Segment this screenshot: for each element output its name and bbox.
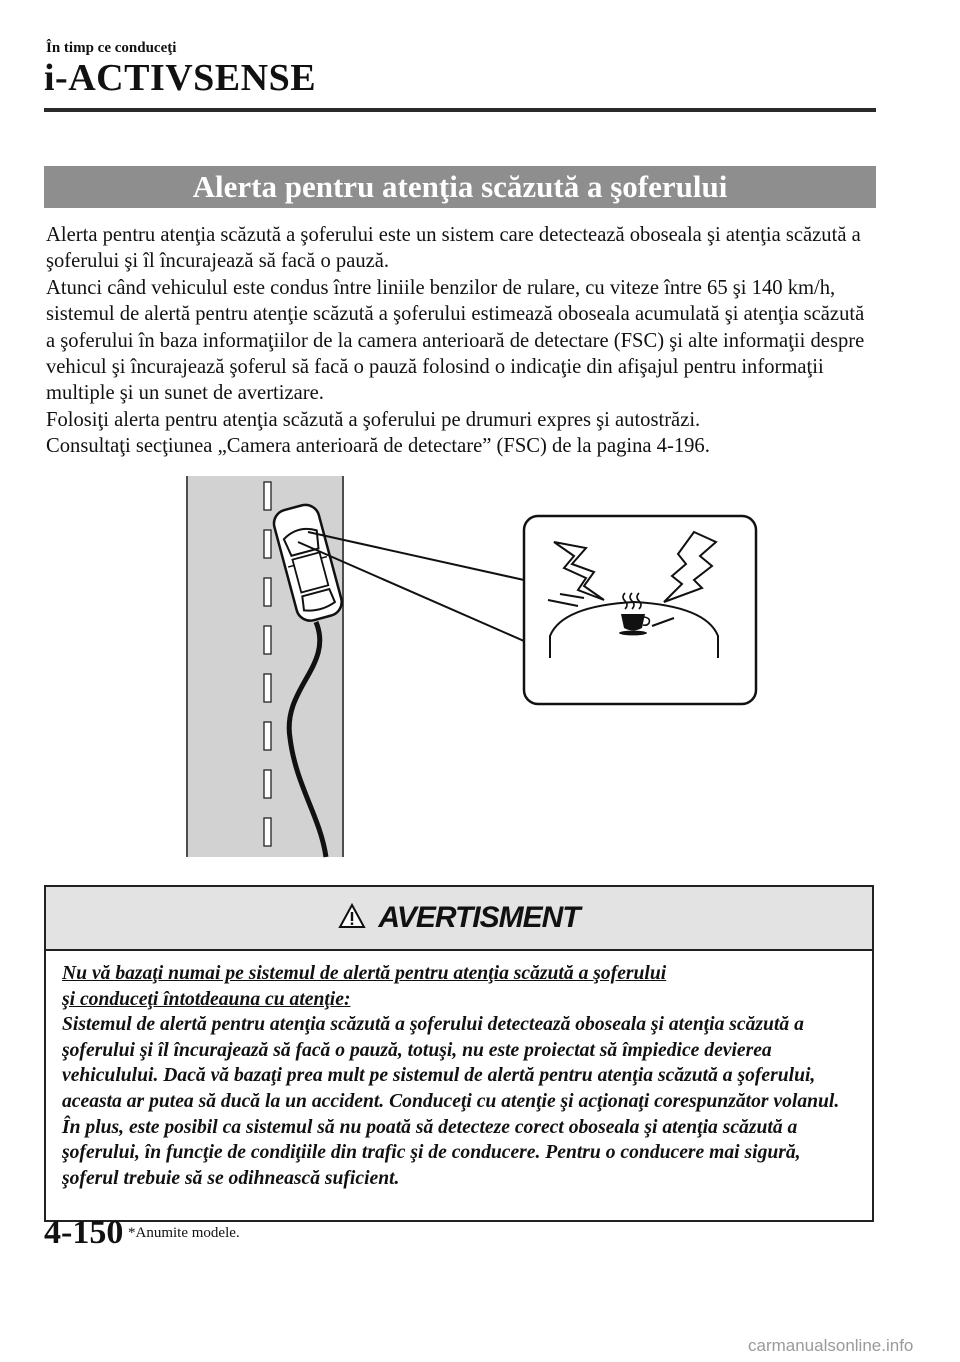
warning-paragraph: Sistemul de alertă pentru atenţia scăzută a şoferului detectează oboseala şi atenţia scăzută a şoferului şi îl încurajează să facă o pauză, totuşi, nu este proiectat să împiedice devierea vehiculului. Dacă vă bazaţi prea mult pe sistemul de alertă pentru atenţia scăzută a şoferului, aceasta ar putea să ducă la un accident. Conduceţi cu atenţie şi acţionaţi corespunzător volanul. bbox=[62, 1014, 840, 1112]
body-paragraph: Atunci când vehiculul este condus între liniile benzilor de rulare, cu viteze între 65 şi 140 km/h, sistemul de alertă pentru atenţie scăzută a şoferului estimează oboseala acumulată şi atenţia scăzută a şoferului în baza informaţiilor de la camera anterioară de detectare (FSC) şi alte informaţii despre vehicul şi încurajează şoferul să facă o pauză folosind o indicaţie din afişajul pentru informaţii multiple şi un sunet de avertizare. bbox=[46, 276, 865, 405]
page-number: 4-150 bbox=[44, 1214, 124, 1251]
section-title: Alerta pentru atenţia scăzută a şoferului bbox=[44, 166, 876, 208]
body-paragraph: Consultaţi secţiunea „Camera anterioară de detectare” (FSC) de la pagina 4-196. bbox=[46, 435, 710, 458]
footnote: *Anumite modele. bbox=[128, 1225, 240, 1241]
warning-triangle-icon bbox=[338, 903, 366, 934]
warning-paragraph: În plus, este posibil ca sistemul să nu poată să detecteze corect oboseala şi atenţia scăzută a şoferului, în funcţie de condiţiile din trafic şi de conducere. Pentru o conducere mai sigură, şoferul trebuie să se odihnească suficient. bbox=[62, 1116, 801, 1189]
warning-lead: Nu vă bazaţi numai pe sistemul de alertă pentru atenţia scăzută a şoferului bbox=[62, 963, 667, 984]
illustration-svg bbox=[186, 476, 766, 860]
breadcrumb: În timp ce conduceţi bbox=[46, 40, 177, 56]
section-body bbox=[46, 222, 866, 460]
warning-body bbox=[46, 951, 872, 1191]
warning-box bbox=[44, 885, 874, 1222]
title-divider bbox=[44, 108, 876, 112]
warning-title: AVERTISMENT bbox=[378, 901, 580, 934]
body-paragraph: Folosiţi alerta pentru atenţia scăzută a şoferului pe drumuri expres şi autostrăzi. bbox=[46, 408, 701, 431]
body-paragraph: Alerta pentru atenţia scăzută a şoferului este un sistem care detectează oboseala şi atenţia scăzută a şoferului şi îl încurajează să facă o pauză. bbox=[46, 224, 861, 273]
watermark: carmanualsonline.info bbox=[748, 1336, 914, 1355]
warning-lead: şi conduceţi întotdeauna cu atenţie: bbox=[62, 988, 351, 1010]
warning-header bbox=[46, 887, 872, 951]
illustration bbox=[186, 476, 766, 865]
page-title: i-ACTIVSENSE bbox=[44, 57, 317, 99]
